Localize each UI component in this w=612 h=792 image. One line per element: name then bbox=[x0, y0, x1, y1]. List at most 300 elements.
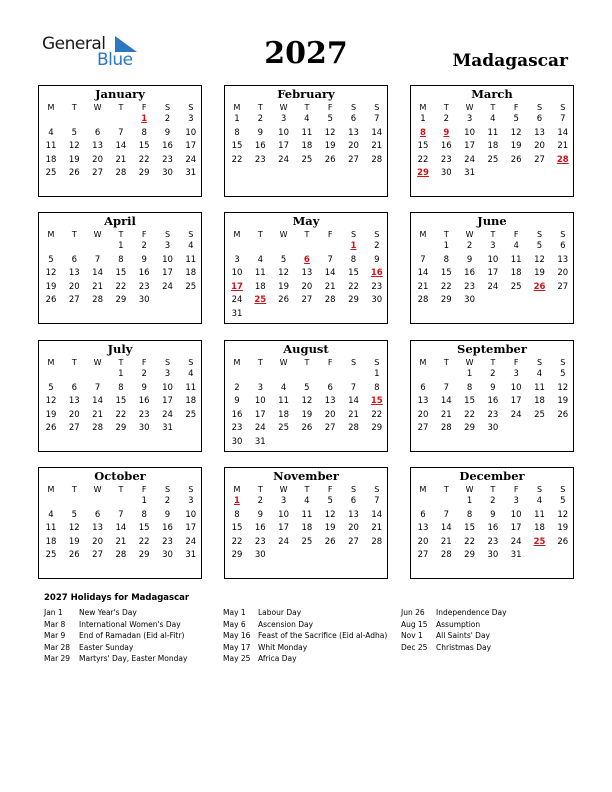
day-cell: 28 bbox=[371, 536, 383, 547]
weekday-header: F bbox=[141, 103, 147, 112]
day-cell: 30 bbox=[138, 423, 150, 434]
day-cell: 5 bbox=[327, 114, 333, 124]
day-cell: 11 bbox=[534, 509, 545, 520]
month-november bbox=[224, 467, 388, 579]
day-cell: 25 bbox=[45, 550, 57, 561]
month-title: August bbox=[283, 342, 329, 356]
day-cell: 6 bbox=[350, 496, 357, 506]
weekday-header: S bbox=[350, 485, 357, 494]
weekday-header: T bbox=[443, 103, 449, 112]
day-cell: 28 bbox=[440, 550, 452, 561]
day-cell: 8 bbox=[141, 127, 147, 138]
day-cell: 1 bbox=[374, 369, 380, 379]
month-title: January bbox=[95, 87, 145, 101]
day-cell: 25 bbox=[45, 168, 57, 179]
day-cell: 20 bbox=[92, 154, 103, 165]
day-cell: 2 bbox=[141, 369, 147, 379]
day-cell: 19 bbox=[45, 281, 57, 292]
day-cell: 10 bbox=[510, 509, 522, 520]
weekday-header: S bbox=[560, 485, 566, 494]
day-cell: 27 bbox=[348, 536, 359, 547]
weekday-header: S bbox=[374, 230, 380, 239]
month-september bbox=[410, 340, 574, 452]
day-cell: 3 bbox=[490, 241, 496, 251]
weekday-header: T bbox=[257, 230, 263, 239]
weekday-header: S bbox=[164, 358, 171, 367]
day-cell: 18 bbox=[301, 523, 313, 534]
day-cell: 21 bbox=[115, 154, 127, 165]
month-title: March bbox=[471, 87, 513, 101]
weekday-header: S bbox=[536, 358, 543, 367]
day-cell: 23 bbox=[138, 281, 150, 292]
day-cell: 25 bbox=[510, 281, 522, 292]
day-cell: 24 bbox=[162, 409, 173, 420]
weekday-header: S bbox=[374, 103, 380, 112]
day-cell: 15 bbox=[138, 141, 150, 152]
holiday-day-cell: 8 bbox=[420, 127, 426, 138]
weekday-header: W bbox=[93, 485, 102, 494]
month-february bbox=[224, 85, 388, 197]
day-cell: 17 bbox=[162, 268, 173, 279]
day-cell: 17 bbox=[464, 141, 475, 152]
holiday-date: Mar 9 bbox=[44, 631, 66, 640]
day-cell: 7 bbox=[443, 382, 449, 393]
day-cell: 1 bbox=[118, 369, 124, 379]
weekday-header: M bbox=[419, 358, 427, 367]
day-cell: 14 bbox=[324, 268, 336, 279]
day-cell: 3 bbox=[234, 254, 240, 265]
day-cell: 3 bbox=[188, 114, 194, 124]
weekday-header: F bbox=[141, 358, 147, 367]
day-cell: 15 bbox=[464, 523, 475, 534]
weekday-header: S bbox=[560, 103, 566, 112]
weekday-header: M bbox=[419, 230, 427, 239]
day-cell: 4 bbox=[536, 369, 543, 379]
day-cell: 20 bbox=[348, 141, 359, 152]
weekday-header: S bbox=[374, 485, 380, 494]
weekday-header: T bbox=[71, 103, 77, 112]
day-cell: 10 bbox=[510, 382, 522, 393]
day-cell: 7 bbox=[94, 382, 101, 393]
weekday-header: W bbox=[465, 485, 474, 494]
day-cell: 26 bbox=[68, 168, 80, 179]
day-cell: 24 bbox=[510, 409, 522, 420]
day-cell: 2 bbox=[490, 369, 496, 379]
day-cell: 16 bbox=[464, 268, 475, 279]
weekday-header: T bbox=[71, 485, 77, 494]
day-cell: 27 bbox=[92, 550, 103, 561]
day-cell: 30 bbox=[371, 295, 383, 306]
holiday-day-cell: 28 bbox=[556, 154, 569, 165]
day-cell: 19 bbox=[324, 141, 336, 152]
day-cell: 2 bbox=[234, 382, 240, 393]
holiday-name: Independence Day bbox=[436, 608, 507, 617]
day-cell: 17 bbox=[254, 409, 266, 420]
day-cell: 14 bbox=[557, 127, 569, 138]
weekday-header: F bbox=[327, 358, 333, 367]
day-cell: 16 bbox=[138, 268, 150, 279]
day-cell: 14 bbox=[115, 523, 127, 534]
weekday-header: T bbox=[443, 485, 449, 494]
day-cell: 24 bbox=[510, 536, 522, 547]
day-cell: 2 bbox=[466, 241, 473, 251]
day-cell: 21 bbox=[324, 281, 336, 292]
holidays-title: 2027 Holidays for Madagascar bbox=[44, 593, 190, 603]
day-cell: 4 bbox=[257, 254, 263, 265]
day-cell: 26 bbox=[557, 409, 569, 420]
day-cell: 10 bbox=[162, 382, 173, 393]
weekday-header: S bbox=[188, 485, 194, 494]
day-cell: 6 bbox=[94, 509, 101, 520]
day-cell: 8 bbox=[466, 382, 473, 393]
weekday-header: T bbox=[490, 485, 496, 494]
day-cell: 14 bbox=[417, 268, 429, 279]
day-cell: 2 bbox=[164, 496, 171, 506]
day-cell: 18 bbox=[534, 523, 545, 534]
weekday-header: T bbox=[443, 358, 449, 367]
day-cell: 6 bbox=[350, 114, 357, 124]
day-cell: 21 bbox=[92, 409, 103, 420]
day-cell: 19 bbox=[45, 409, 57, 420]
weekday-header: M bbox=[47, 358, 55, 367]
day-cell: 27 bbox=[68, 423, 80, 434]
weekday-header: T bbox=[490, 230, 496, 239]
weekday-header: S bbox=[164, 103, 171, 112]
day-cell: 21 bbox=[115, 536, 127, 547]
weekday-header: T bbox=[257, 103, 263, 112]
country-title: Madagascar bbox=[452, 51, 568, 71]
weekday-header: T bbox=[257, 485, 263, 494]
day-cell: 28 bbox=[115, 550, 127, 561]
weekday-header: W bbox=[465, 230, 474, 239]
day-cell: 2 bbox=[164, 114, 171, 124]
day-cell: 23 bbox=[231, 423, 243, 434]
holiday-name: Martyrs' Day, Easter Monday bbox=[79, 654, 188, 663]
day-cell: 7 bbox=[327, 254, 333, 265]
day-cell: 7 bbox=[420, 254, 426, 265]
day-cell: 9 bbox=[490, 382, 496, 393]
day-cell: 12 bbox=[557, 509, 569, 520]
day-cell: 7 bbox=[443, 509, 449, 520]
day-cell: 14 bbox=[92, 396, 103, 407]
month-title: June bbox=[477, 214, 507, 228]
holiday-day-cell: 25 bbox=[533, 536, 546, 547]
day-cell: 31 bbox=[185, 550, 197, 561]
day-cell: 11 bbox=[254, 268, 266, 279]
day-cell: 23 bbox=[371, 281, 383, 292]
holiday-name: All Saints' Day bbox=[436, 631, 490, 640]
holiday-date: Mar 28 bbox=[44, 642, 71, 652]
day-cell: 8 bbox=[234, 127, 240, 138]
day-cell: 24 bbox=[464, 154, 475, 165]
day-cell: 3 bbox=[164, 241, 171, 251]
day-cell: 29 bbox=[464, 423, 475, 434]
month-december bbox=[410, 467, 574, 579]
holiday-date: Dec 25 bbox=[401, 642, 428, 652]
weekday-header: T bbox=[304, 103, 310, 112]
day-cell: 10 bbox=[231, 268, 243, 279]
weekday-header: F bbox=[513, 230, 519, 239]
day-cell: 25 bbox=[534, 409, 545, 420]
day-cell: 9 bbox=[141, 382, 147, 393]
day-cell: 10 bbox=[254, 396, 266, 407]
day-cell: 22 bbox=[138, 154, 150, 165]
weekday-header: S bbox=[350, 358, 357, 367]
day-cell: 21 bbox=[417, 281, 429, 292]
day-cell: 14 bbox=[115, 141, 127, 152]
day-cell: 16 bbox=[254, 523, 266, 534]
weekday-header: F bbox=[141, 230, 147, 239]
day-cell: 27 bbox=[534, 154, 545, 165]
day-cell: 1 bbox=[443, 241, 449, 251]
day-cell: 17 bbox=[510, 396, 522, 407]
day-cell: 10 bbox=[278, 127, 289, 138]
day-cell: 20 bbox=[324, 409, 336, 420]
weekday-header: T bbox=[257, 358, 263, 367]
day-cell: 9 bbox=[257, 127, 263, 138]
day-cell: 28 bbox=[348, 423, 359, 434]
day-cell: 23 bbox=[254, 154, 266, 165]
day-cell: 11 bbox=[301, 509, 313, 520]
day-cell: 23 bbox=[162, 154, 173, 165]
day-cell: 5 bbox=[560, 369, 566, 379]
day-cell: 26 bbox=[278, 295, 289, 306]
day-cell: 12 bbox=[534, 254, 545, 265]
day-cell: 18 bbox=[534, 396, 545, 407]
day-cell: 5 bbox=[327, 496, 333, 506]
day-cell: 21 bbox=[440, 536, 452, 547]
day-cell: 4 bbox=[490, 114, 496, 124]
day-cell: 3 bbox=[164, 369, 171, 379]
day-cell: 7 bbox=[560, 114, 566, 124]
day-cell: 4 bbox=[304, 114, 310, 124]
weekday-header: F bbox=[141, 485, 147, 494]
holiday-date: Nov 1 bbox=[401, 631, 423, 640]
day-cell: 12 bbox=[45, 268, 57, 279]
day-cell: 23 bbox=[138, 409, 150, 420]
day-cell: 5 bbox=[71, 127, 77, 138]
day-cell: 1 bbox=[420, 114, 426, 124]
day-cell: 26 bbox=[510, 154, 522, 165]
day-cell: 12 bbox=[301, 396, 313, 407]
day-cell: 8 bbox=[118, 254, 124, 265]
weekday-header: W bbox=[93, 230, 102, 239]
holiday-name: International Women's Day bbox=[79, 619, 181, 629]
day-cell: 20 bbox=[348, 523, 359, 534]
day-cell: 1 bbox=[141, 496, 147, 506]
day-cell: 28 bbox=[324, 295, 336, 306]
day-cell: 18 bbox=[278, 409, 289, 420]
day-cell: 3 bbox=[257, 382, 263, 393]
weekday-header: F bbox=[513, 358, 519, 367]
day-cell: 17 bbox=[487, 268, 499, 279]
day-cell: 28 bbox=[92, 423, 103, 434]
day-cell: 25 bbox=[185, 409, 197, 420]
day-cell: 30 bbox=[487, 550, 499, 561]
holiday-date: May 1 bbox=[223, 608, 246, 617]
day-cell: 19 bbox=[68, 536, 80, 547]
day-cell: 31 bbox=[510, 550, 522, 561]
day-cell: 28 bbox=[440, 423, 452, 434]
day-cell: 11 bbox=[185, 254, 197, 265]
day-cell: 11 bbox=[487, 127, 499, 138]
day-cell: 4 bbox=[304, 496, 310, 506]
day-cell: 12 bbox=[510, 127, 522, 138]
month-title: December bbox=[459, 469, 525, 483]
weekday-header: T bbox=[71, 230, 77, 239]
day-cell: 31 bbox=[464, 168, 475, 179]
holiday-name: Assumption bbox=[436, 619, 481, 629]
day-cell: 3 bbox=[188, 496, 194, 506]
day-cell: 28 bbox=[417, 295, 429, 306]
month-october bbox=[38, 467, 202, 579]
day-cell: 14 bbox=[440, 396, 452, 407]
day-cell: 22 bbox=[138, 536, 150, 547]
holiday-date: May 17 bbox=[223, 642, 251, 652]
month-march bbox=[410, 85, 574, 197]
day-cell: 20 bbox=[417, 409, 429, 420]
day-cell: 2 bbox=[141, 241, 147, 251]
day-cell: 29 bbox=[138, 168, 150, 179]
holiday-date: Jan 1 bbox=[44, 608, 63, 617]
day-cell: 20 bbox=[417, 536, 429, 547]
weekday-header: M bbox=[47, 485, 55, 494]
day-cell: 12 bbox=[68, 523, 80, 534]
day-cell: 29 bbox=[348, 295, 359, 306]
weekday-header: M bbox=[419, 485, 427, 494]
day-cell: 4 bbox=[48, 509, 54, 520]
day-cell: 29 bbox=[371, 423, 383, 434]
weekday-header: F bbox=[513, 485, 519, 494]
day-cell: 15 bbox=[115, 268, 127, 279]
day-cell: 15 bbox=[115, 396, 127, 407]
weekday-header: W bbox=[279, 485, 288, 494]
day-cell: 17 bbox=[185, 141, 197, 152]
holiday-name: Whit Monday bbox=[258, 642, 308, 652]
day-cell: 11 bbox=[185, 382, 197, 393]
day-cell: 16 bbox=[138, 396, 150, 407]
day-cell: 26 bbox=[301, 423, 313, 434]
day-cell: 16 bbox=[162, 523, 173, 534]
day-cell: 5 bbox=[280, 254, 287, 265]
day-cell: 5 bbox=[560, 496, 566, 506]
month-january bbox=[38, 85, 202, 197]
day-cell: 21 bbox=[440, 409, 452, 420]
weekday-header: W bbox=[465, 103, 474, 112]
day-cell: 7 bbox=[350, 382, 357, 393]
day-cell: 7 bbox=[94, 254, 101, 265]
day-cell: 27 bbox=[417, 550, 429, 561]
day-cell: 6 bbox=[560, 241, 566, 251]
day-cell: 18 bbox=[487, 141, 499, 152]
day-cell: 9 bbox=[164, 127, 171, 138]
day-cell: 23 bbox=[440, 154, 452, 165]
weekday-header: F bbox=[513, 103, 519, 112]
weekday-header: T bbox=[490, 103, 496, 112]
holiday-day-cell: 1 bbox=[234, 496, 240, 506]
day-cell: 11 bbox=[510, 254, 522, 265]
day-cell: 3 bbox=[513, 369, 519, 379]
day-cell: 18 bbox=[45, 536, 57, 547]
holiday-name: Ascension Day bbox=[258, 619, 314, 629]
day-cell: 26 bbox=[68, 550, 80, 561]
weekday-header: W bbox=[279, 103, 288, 112]
day-cell: 25 bbox=[301, 154, 313, 165]
day-cell: 10 bbox=[162, 254, 173, 265]
year-title: 2027 bbox=[264, 36, 348, 71]
day-cell: 9 bbox=[466, 254, 473, 265]
day-cell: 26 bbox=[324, 536, 336, 547]
day-cell: 22 bbox=[115, 281, 127, 292]
day-cell: 29 bbox=[138, 550, 150, 561]
day-cell: 24 bbox=[278, 536, 289, 547]
day-cell: 22 bbox=[115, 409, 127, 420]
day-cell: 29 bbox=[440, 295, 452, 306]
weekday-header: S bbox=[374, 358, 380, 367]
day-cell: 4 bbox=[48, 127, 54, 138]
weekday-header: S bbox=[350, 103, 357, 112]
day-cell: 16 bbox=[162, 141, 173, 152]
holiday-date: May 6 bbox=[223, 619, 246, 629]
holiday-day-cell: 26 bbox=[533, 281, 546, 292]
day-cell: 14 bbox=[348, 396, 359, 407]
weekday-header: S bbox=[536, 230, 543, 239]
day-cell: 8 bbox=[234, 509, 240, 520]
day-cell: 20 bbox=[301, 281, 313, 292]
holiday-day-cell: 16 bbox=[370, 268, 383, 279]
day-cell: 13 bbox=[417, 396, 429, 407]
day-cell: 15 bbox=[464, 396, 475, 407]
day-cell: 24 bbox=[231, 295, 243, 306]
day-cell: 9 bbox=[490, 509, 496, 520]
day-cell: 22 bbox=[371, 409, 383, 420]
day-cell: 3 bbox=[513, 496, 519, 506]
day-cell: 24 bbox=[278, 154, 289, 165]
day-cell: 30 bbox=[487, 423, 499, 434]
day-cell: 8 bbox=[466, 509, 473, 520]
weekday-header: T bbox=[304, 230, 310, 239]
day-cell: 21 bbox=[348, 409, 359, 420]
weekday-header: T bbox=[71, 358, 77, 367]
day-cell: 12 bbox=[324, 509, 336, 520]
weekday-header: T bbox=[118, 358, 124, 367]
weekday-header: S bbox=[536, 485, 543, 494]
weekday-header: S bbox=[188, 103, 194, 112]
weekday-header: M bbox=[419, 103, 427, 112]
month-title: September bbox=[457, 342, 527, 356]
day-cell: 15 bbox=[138, 523, 150, 534]
day-cell: 30 bbox=[162, 550, 173, 561]
day-cell: 13 bbox=[324, 396, 336, 407]
day-cell: 5 bbox=[536, 241, 543, 251]
day-cell: 2 bbox=[257, 496, 263, 506]
day-cell: 20 bbox=[557, 268, 569, 279]
day-cell: 13 bbox=[92, 523, 103, 534]
day-cell: 19 bbox=[68, 154, 80, 165]
day-cell: 25 bbox=[185, 281, 197, 292]
day-cell: 19 bbox=[510, 141, 522, 152]
day-cell: 11 bbox=[301, 127, 313, 138]
day-cell: 5 bbox=[513, 114, 519, 124]
holiday-day-cell: 1 bbox=[350, 241, 357, 251]
day-cell: 10 bbox=[278, 509, 289, 520]
weekday-header: T bbox=[304, 485, 310, 494]
day-cell: 2 bbox=[490, 496, 496, 506]
day-cell: 18 bbox=[510, 268, 522, 279]
logo-word-general: General bbox=[42, 34, 106, 54]
month-may bbox=[224, 212, 388, 324]
day-cell: 31 bbox=[254, 437, 266, 447]
